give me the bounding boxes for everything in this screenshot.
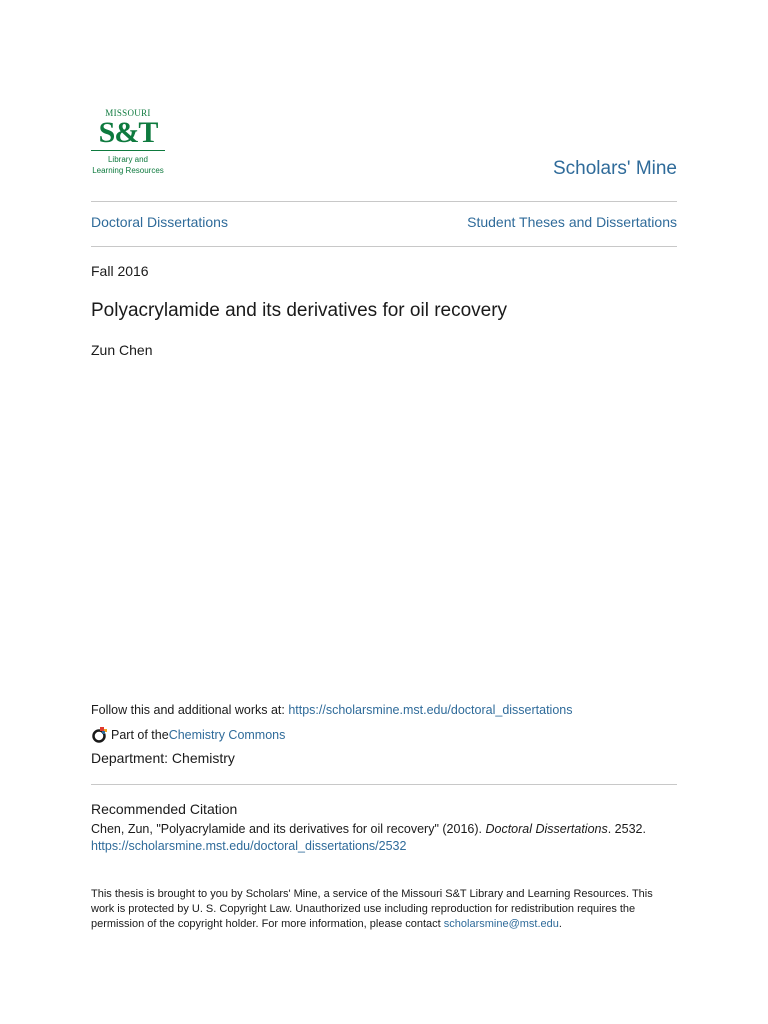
- department: Department: Chemistry: [91, 750, 235, 766]
- scholars-mine-link[interactable]: Scholars' Mine: [552, 158, 677, 179]
- logo-learning-resources-text: Learning Resources: [92, 166, 164, 175]
- citation-start: Chen, Zun, "Polyacrylamide and its derivatives for oil recovery" (2016).: [91, 822, 486, 836]
- logo-missouri-text: MISSOURI: [105, 108, 151, 118]
- contact-email-link[interactable]: scholarsmine@mst.edu: [443, 918, 559, 930]
- publication-date: Fall 2016: [91, 263, 149, 279]
- cover-page: [91, 0, 677, 1024]
- notice-end: .: [558, 918, 562, 930]
- citation-url-link[interactable]: https://scholarsmine.mst.edu/doctoral_dissertations/2532: [91, 839, 407, 853]
- recommended-citation-heading: Recommended Citation: [91, 801, 238, 817]
- follow-line: [91, 703, 573, 717]
- notice-text: This thesis is brought to you by Scholars' Mine, a service of the Missouri S&T Library and Learning Resources. This work is protected by U. S. Copyright Law. Unauthorized use including reproduction for redistribution requires the permission of the copyright holder. For more information, please contact: [91, 888, 653, 930]
- document-title: Polyacrylamide and its derivatives for oil recovery: [91, 300, 508, 321]
- chemistry-commons-link[interactable]: Chemistry Commons: [168, 728, 286, 742]
- follow-prefix: Follow this and additional works at:: [91, 703, 289, 717]
- logo-library-text: Library and: [107, 155, 149, 164]
- part-of-line: [91, 726, 285, 744]
- dissertations-url-link[interactable]: https://scholarsmine.mst.edu/doctoral_dissertations: [288, 703, 573, 717]
- bepress-commons-icon: [91, 726, 109, 744]
- citation-text: [91, 821, 646, 855]
- citation-end: . 2532.: [607, 822, 646, 836]
- doctoral-dissertations-link[interactable]: Doctoral Dissertations: [91, 214, 228, 230]
- citation-journal: Doctoral Dissertations: [485, 822, 608, 836]
- divider: [91, 784, 677, 785]
- student-theses-link[interactable]: Student Theses and Dissertations: [467, 214, 677, 230]
- part-of-prefix: Part of the: [111, 728, 169, 742]
- logo-rule: [91, 150, 165, 151]
- divider: [91, 246, 677, 247]
- logo-st-text: S&T: [98, 116, 158, 149]
- missouri-st-library-logo[interactable]: [91, 108, 165, 176]
- author-name: Zun Chen: [91, 342, 153, 358]
- copyright-notice: [91, 887, 677, 932]
- divider: [91, 201, 677, 202]
